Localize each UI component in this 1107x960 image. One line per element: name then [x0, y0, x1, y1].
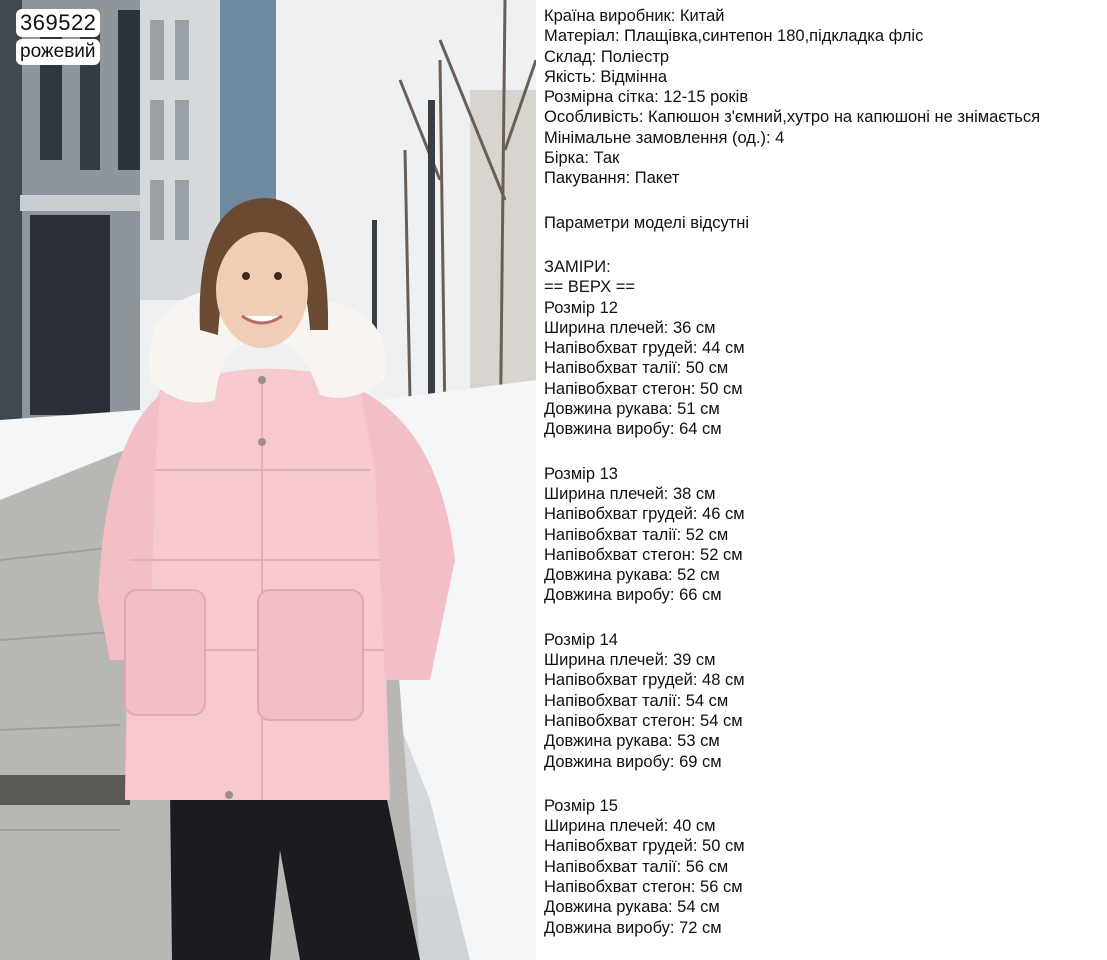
- size-shoulders: Ширина плечей: 39 см: [544, 651, 716, 670]
- color-label: рожевий: [16, 39, 100, 65]
- measurements-section: == ВЕРХ ==: [544, 278, 635, 297]
- size-sleeve: Довжина рукава: 53 см: [544, 732, 720, 751]
- spec-feature: Особливість: Капюшон з'ємний,хутро на капюшоні не знімається: [544, 108, 1041, 127]
- size-shoulders: Ширина плечей: 36 см: [544, 318, 716, 337]
- size-block-15: [544, 796, 1100, 938]
- size-sleeve: Довжина рукава: 54 см: [544, 898, 720, 917]
- size-sleeve: Довжина рукава: 52 см: [544, 566, 720, 585]
- spec-composition: Склад: Поліестр: [544, 47, 670, 66]
- spec-country: Країна виробник: Китай: [544, 7, 725, 25]
- model-note: Параметри моделі відсутні: [544, 213, 750, 232]
- sku-label: 369522: [16, 9, 100, 37]
- size-hips: Напівобхват стегон: 50 см: [544, 379, 743, 398]
- size-waist: Напівобхват талії: 56 см: [544, 857, 729, 876]
- size-chest: Напівобхват грудей: 46 см: [544, 505, 745, 524]
- size-shoulders: Ширина плечей: 38 см: [544, 484, 716, 503]
- specs-list: [544, 6, 1100, 189]
- photo-illustration: [0, 0, 536, 960]
- size-title: Розмір 14: [544, 630, 618, 649]
- spec-min-order: Мінімальне замовлення (од.): 4: [544, 128, 785, 147]
- spec-quality: Якість: Відмінна: [544, 67, 668, 86]
- product-description: [544, 6, 1100, 938]
- size-title: Розмір 15: [544, 796, 618, 815]
- size-waist: Напівобхват талії: 54 см: [544, 691, 729, 710]
- size-shoulders: Ширина плечей: 40 см: [544, 817, 716, 836]
- size-block-14: [544, 630, 1100, 772]
- size-title: Розмір 13: [544, 464, 618, 483]
- product-photo: [0, 0, 536, 960]
- size-block-12: [544, 298, 1100, 440]
- size-sleeve: Довжина рукава: 51 см: [544, 400, 720, 419]
- size-hips: Напівобхват стегон: 52 см: [544, 545, 743, 564]
- size-waist: Напівобхват талії: 52 см: [544, 525, 729, 544]
- size-chest: Напівобхват грудей: 50 см: [544, 837, 745, 856]
- size-hips: Напівобхват стегон: 56 см: [544, 877, 743, 896]
- size-length: Довжина виробу: 72 см: [544, 918, 722, 937]
- size-length: Довжина виробу: 66 см: [544, 586, 722, 605]
- measurements-title: ЗАМІРИ:: [544, 257, 611, 276]
- size-length: Довжина виробу: 69 см: [544, 752, 722, 771]
- size-title: Розмір 12: [544, 298, 618, 317]
- size-block-13: [544, 464, 1100, 606]
- size-length: Довжина виробу: 64 см: [544, 420, 722, 439]
- spec-size-range: Розмірна сітка: 12-15 років: [544, 88, 749, 107]
- size-chest: Напівобхват грудей: 44 см: [544, 339, 745, 358]
- size-hips: Напівобхват стегон: 54 см: [544, 711, 743, 730]
- size-waist: Напівобхват талії: 50 см: [544, 359, 729, 378]
- size-chest: Напівобхват грудей: 48 см: [544, 671, 745, 690]
- spec-material: Матеріал: Плащівка,синтепон 180,підкладка фліс: [544, 27, 924, 46]
- spec-packaging: Пакування: Пакет: [544, 169, 680, 188]
- spec-tag: Бірка: Так: [544, 149, 620, 168]
